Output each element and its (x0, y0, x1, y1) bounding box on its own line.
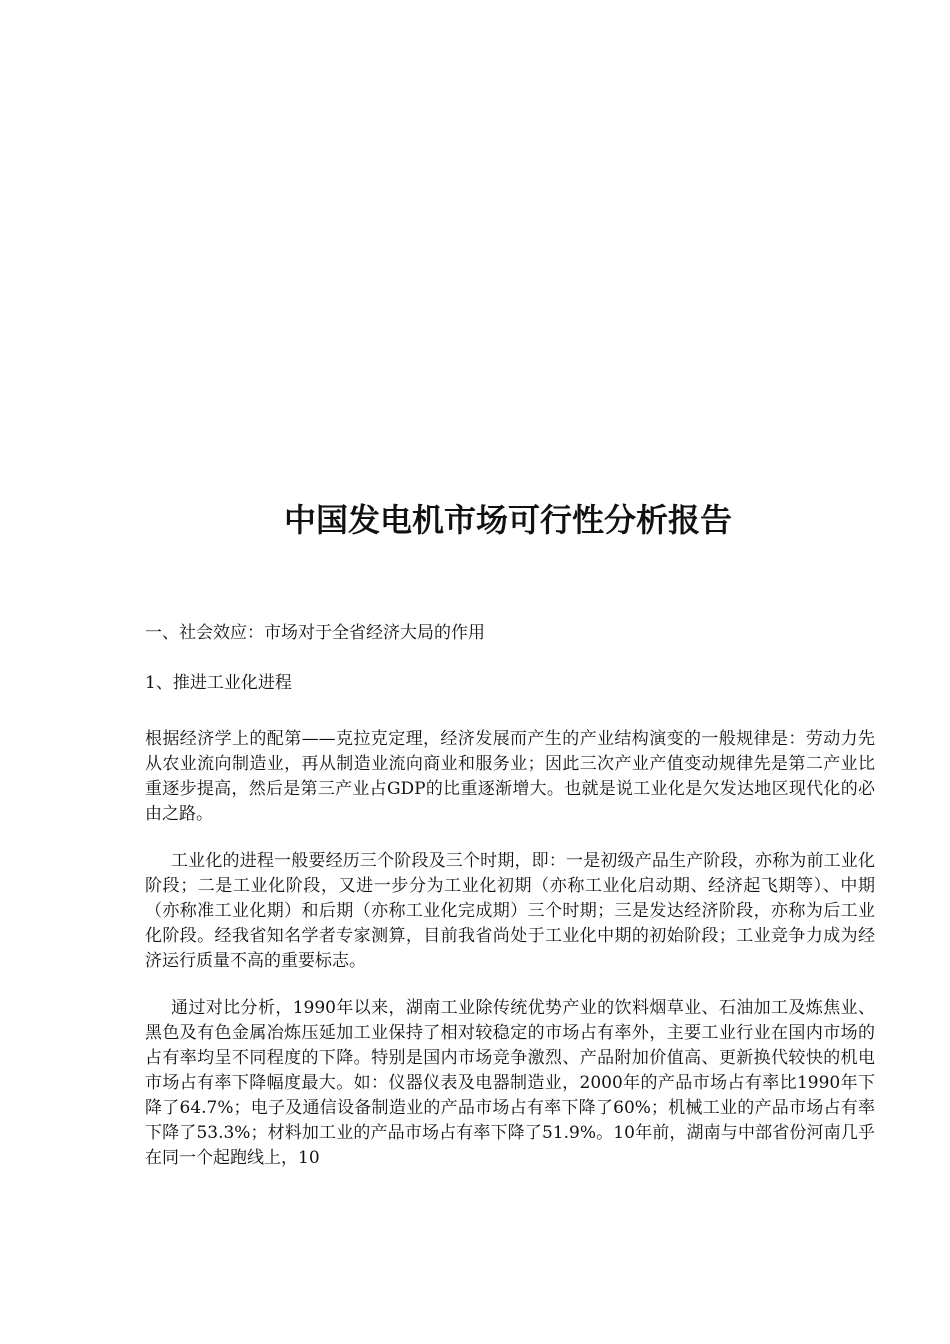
paragraph-2: 工业化的进程一般要经历三个阶段及三个时期，即：一是初级产品生产阶段，亦称为前工业化阶段；二是工业化阶段，又进一步分为工业化初期（亦称工业化启动期、经济起飞期等）、中期（亦称准工业化期）和后期（亦称工业化完成期）三个时期；三是发达经济阶段，亦称为后工业化阶段。经我省知名学者专家测算，目前我省尚处于工业化中期的初始阶段；工业竞争力成为经济运行质量不高的重要标志。 (145, 851, 875, 971)
document-body (145, 617, 875, 1171)
subsection-heading: 1、推进工业化进程 (145, 673, 292, 693)
paragraph-3: 通过对比分析，1990年以来，湖南工业除传统优势产业的饮料烟草业、石油加工及炼焦业、黑色及有色金属冶炼压延加工业保持了相对较稳定的市场占有率外，主要工业行业在国内市场的占有率均呈不同程度的下降。特别是国内市场竞争激烈、产品附加价值高、更新换代较快的机电市场占有率下降幅度最大。如：仪器仪表及电器制造业，2000年的产品市场占有率比1990年下降了64.7%；电子及通信设备制造业的产品市场占有率下降了60%；机械工业的产品市场占有率下降了53.3%；材料加工业的产品市场占有率下降了51.9%。10年前，湖南与中部省份河南几乎在同一个起跑线上，10 (145, 998, 875, 1168)
section-heading: 一、社会效应：市场对于全省经济大局的作用 (145, 623, 485, 643)
document-title: 中国发电机市场可行性分析报告 (283, 501, 732, 539)
paragraph-1: 根据经济学上的配第——克拉克定理，经济发展而产生的产业结构演变的一般规律是：劳动力先从农业流向制造业，再从制造业流向商业和服务业；因此三次产业产值变动规律先是第二产业比重逐步提高，然后是第三产业占GDP的比重逐渐增大。也就是说工业化是欠发达地区现代化的必由之路。 (145, 729, 875, 824)
